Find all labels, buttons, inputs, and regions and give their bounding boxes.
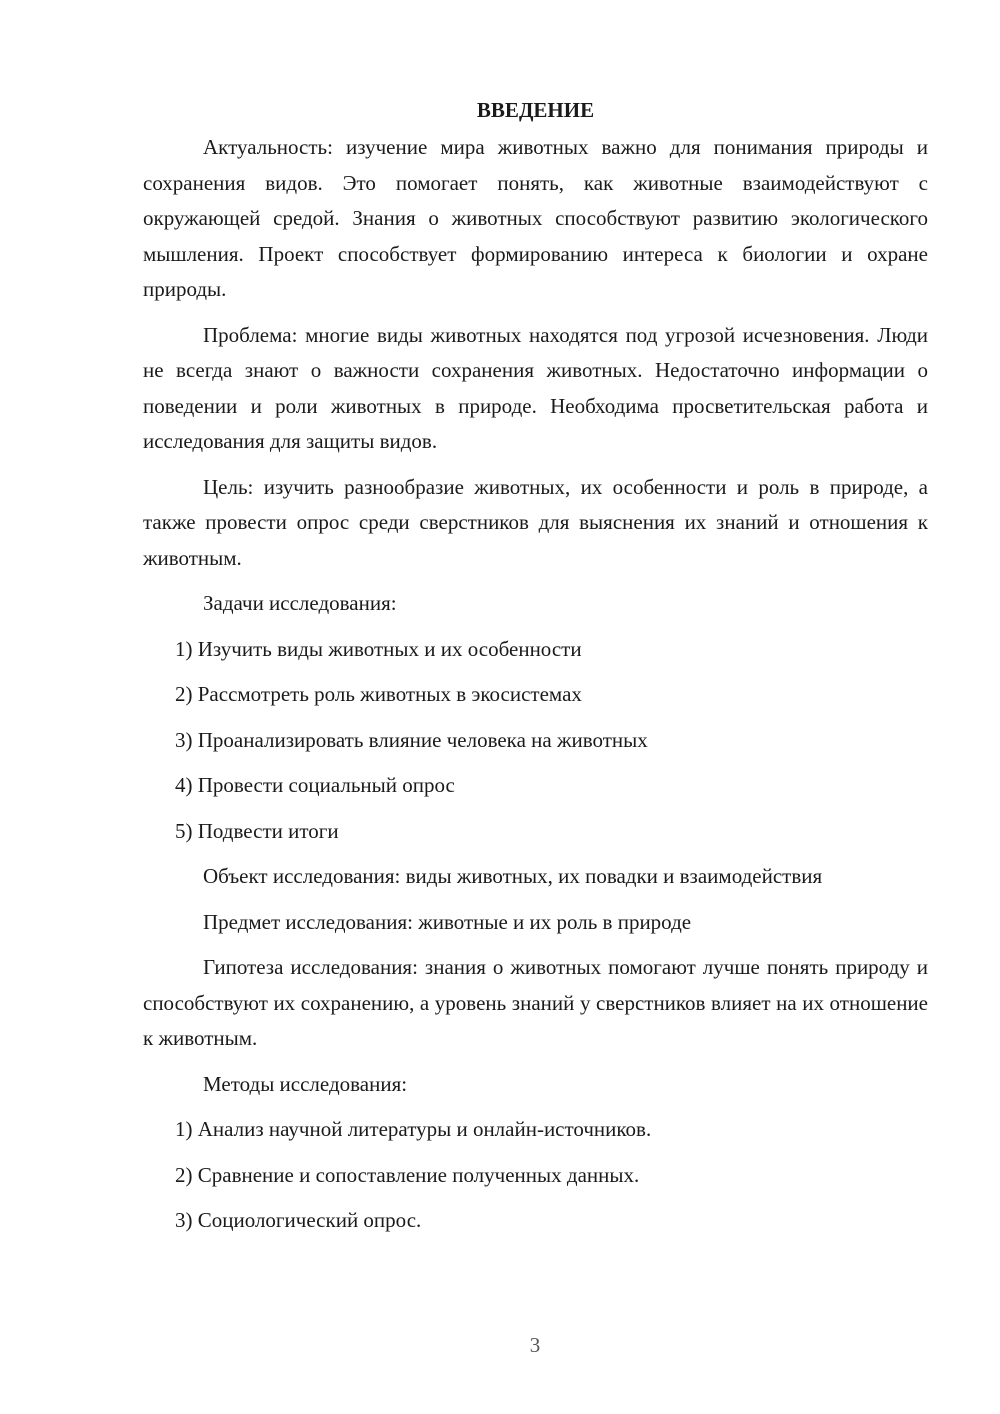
page-number: 3 [529,1333,541,1357]
tasks-heading: Задачи исследования: [203,591,397,615]
list-item: 2) Сравнение и сопоставление полученных данных. [175,1162,640,1187]
paragraph-hypothesis: Гипотеза исследования: знания о животных помогают лучше понять природу и способствуют их сохранению, а уровень знаний у сверстников влияет на их отношение к животным. [143,955,928,1050]
paragraph-goal: Цель: изучить разнообразие животных, их особенности и роль в природе, а также провести опрос среди сверстников для выяснения их знаний и отношения к животным. [143,474,928,570]
list-item: 1) Анализ научной литературы и онлайн-источников. [175,1117,652,1141]
paragraph-object: Объект исследования: виды животных, их повадки и взаимодействия [203,864,823,888]
list-item: 2) Рассмотреть роль животных в экосистемах [175,682,582,706]
tasks-list [143,632,928,850]
paragraph-relevance: Актуальность: изучение мира животных важно для понимания природы и сохранения видов. Это помогает понять, как животные взаимодействуют с окружающей средой. Знания о животных способствуют развитию экологического мышления. Проект способствует формированию интереса к биологии и охране природы. [143,135,928,301]
paragraph-subject: Предмет исследования: животные и их роль в природе [203,909,692,934]
document-page [143,92,928,1249]
list-item: 3) Проанализировать влияние человека на животных [175,727,648,752]
list-item: 3) Социологический опрос. [175,1208,422,1232]
list-item: 5) Подвести итоги [175,818,339,843]
page-title: ВВЕДЕНИЕ [476,98,595,122]
list-item: 1) Изучить виды животных и их особенности [175,636,582,661]
methods-list [143,1112,928,1239]
methods-heading: Методы исследования: [203,1071,408,1096]
paragraph-problem: Проблема: многие виды животных находятся под угрозой исчезновения. Люди не всегда знают о важности сохранения животных. Недостаточно информации о поведении и роли животных в природе. Необходима просветительская работа и исследования для защиты видов. [143,322,928,453]
list-item: 4) Провести социальный опрос [175,773,455,797]
